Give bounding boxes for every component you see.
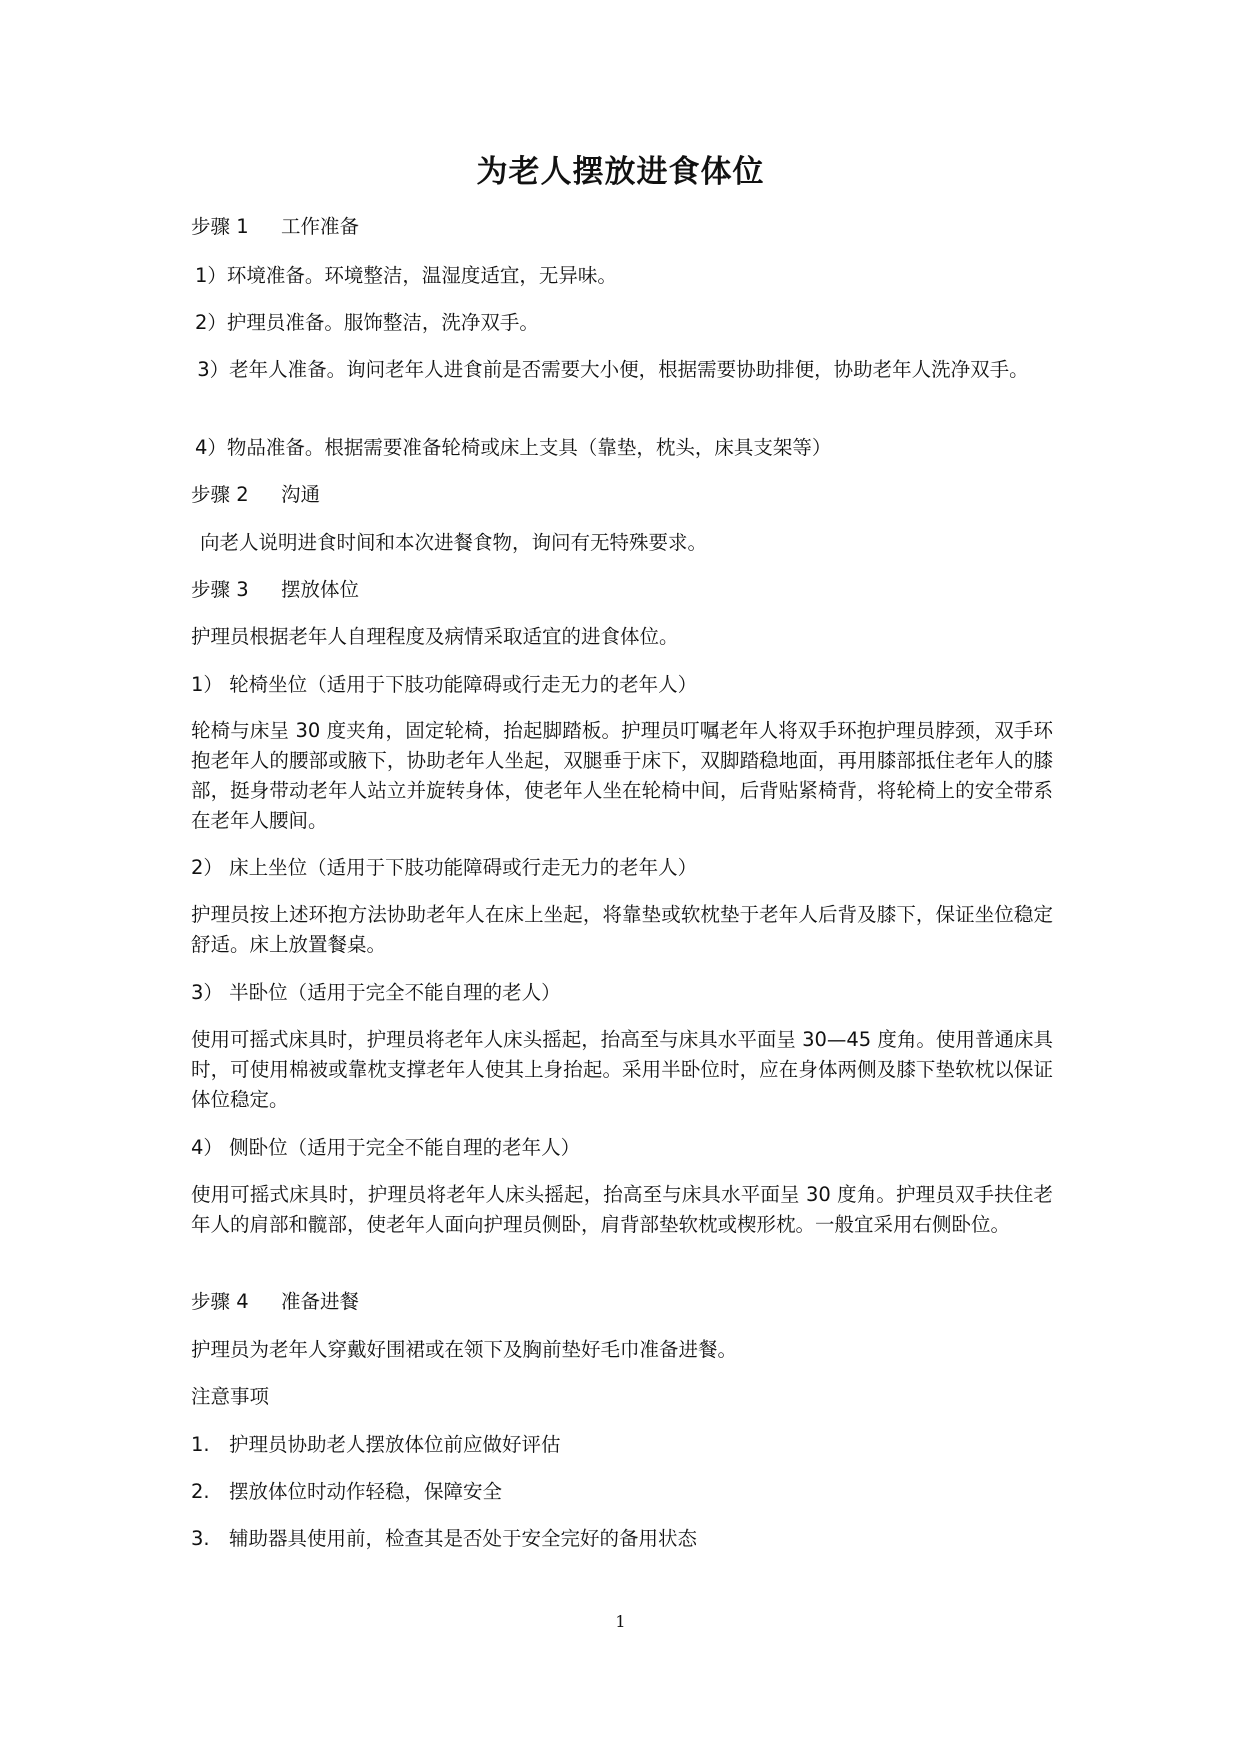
step-2-label: 步骤 2 bbox=[191, 483, 249, 506]
note-number: 1. bbox=[191, 1433, 210, 1456]
step-2-title: 沟通 bbox=[281, 483, 321, 506]
step-4-item-1: 护理员为老年人穿戴好围裙或在领下及胸前垫好毛巾准备进餐。 bbox=[191, 1338, 738, 1361]
note-item bbox=[191, 1524, 1053, 1554]
note-number: 2. bbox=[191, 1480, 210, 1503]
semi-recumbent-position-body: 使用可摇式床具时，护理员将老年人床头摇起，抬高至与床具水平面呈 30—45 度角。使用普通床具时，可使用棉被或靠枕支撑老年人使其上身抬起。采用半卧位时，应在身体两侧及膝下垫软枕以保证体位稳定。 bbox=[191, 1028, 1053, 1111]
bed-sitting-position-body: 护理员按上述环抱方法协助老年人在床上坐起，将靠垫或软枕垫于老年人后背及膝下，保证坐位稳定舒适。床上放置餐桌。 bbox=[191, 903, 1053, 956]
step-2-item-1: 向老人说明进食时间和本次进餐食物，询问有无特殊要求。 bbox=[200, 531, 708, 554]
page-number: 1 bbox=[615, 1612, 626, 1631]
step-3-heading bbox=[191, 575, 1053, 605]
step-1-item-4: 4）物品准备。根据需要准备轮椅或床上支具（靠垫，枕头，床具支架等） bbox=[195, 436, 832, 459]
notes-title: 注意事项 bbox=[191, 1385, 270, 1408]
step-1-title: 工作准备 bbox=[281, 215, 360, 238]
step-4-label: 步骤 4 bbox=[191, 1290, 249, 1313]
step-3-label: 步骤 3 bbox=[191, 578, 249, 601]
step-4-heading bbox=[191, 1287, 1053, 1317]
note-text: 摆放体位时动作轻稳，保障安全 bbox=[229, 1480, 503, 1503]
note-text: 护理员协助老人摆放体位前应做好评估 bbox=[229, 1433, 561, 1456]
step-1-item-1: 1）环境准备。环境整洁，温湿度适宜，无异味。 bbox=[195, 264, 617, 287]
side-lying-position-heading: 4） 侧卧位（适用于完全不能自理的老年人） bbox=[191, 1136, 581, 1159]
wheelchair-position-heading: 1） 轮椅坐位（适用于下肢功能障碍或行走无力的老年人） bbox=[191, 673, 698, 696]
note-number: 3. bbox=[191, 1527, 210, 1550]
step-1-item-3 bbox=[191, 355, 1054, 385]
side-lying-position-body: 使用可摇式床具时，护理员将老年人床头摇起，抬高至与床具水平面呈 30 度角。护理员双手扶住老年人的肩部和髋部，使老年人面向护理员侧卧，肩背部垫软枕或楔形枕。一般宜采用右侧卧位。 bbox=[191, 1183, 1053, 1236]
semi-recumbent-position-heading: 3） 半卧位（适用于完全不能自理的老人） bbox=[191, 981, 561, 1004]
note-item bbox=[191, 1430, 1053, 1460]
step-4-title: 准备进餐 bbox=[281, 1290, 360, 1313]
step-1-item-2: 2）护理员准备。服饰整洁，洗净双手。 bbox=[195, 311, 539, 334]
step-3-title: 摆放体位 bbox=[281, 578, 360, 601]
step-3-intro: 护理员根据老年人自理程度及病情采取适宜的进食体位。 bbox=[191, 625, 679, 648]
note-item bbox=[191, 1477, 1053, 1507]
bed-sitting-position-heading: 2） 床上坐位（适用于下肢功能障碍或行走无力的老年人） bbox=[191, 856, 698, 879]
step-1-item-3-text: 3）老年人准备。询问老年人进食前是否需要大小便，根据需要协助排便，协助老年人洗净双手。 bbox=[197, 358, 1029, 381]
document-title: 为老人摆放进食体位 bbox=[476, 154, 765, 190]
wheelchair-position-body: 轮椅与床呈 30 度夹角，固定轮椅，抬起脚踏板。护理员叮嘱老年人将双手环抱护理员脖颈，双手环抱老年人的腰部或腋下，协助老年人坐起，双腿垂于床下，双脚踏稳地面，再用膝部抵住老年人的膝部，挺身带动老年人站立并旋转身体，使老年人坐在轮椅中间，后背贴紧椅背，将轮椅上的安全带系在老年人腰间。 bbox=[191, 719, 1053, 832]
step-2-heading bbox=[191, 480, 1053, 510]
step-1-label: 步骤 1 bbox=[191, 215, 249, 238]
note-text: 辅助器具使用前，检查其是否处于安全完好的备用状态 bbox=[229, 1527, 698, 1550]
step-1-heading bbox=[191, 212, 1053, 242]
